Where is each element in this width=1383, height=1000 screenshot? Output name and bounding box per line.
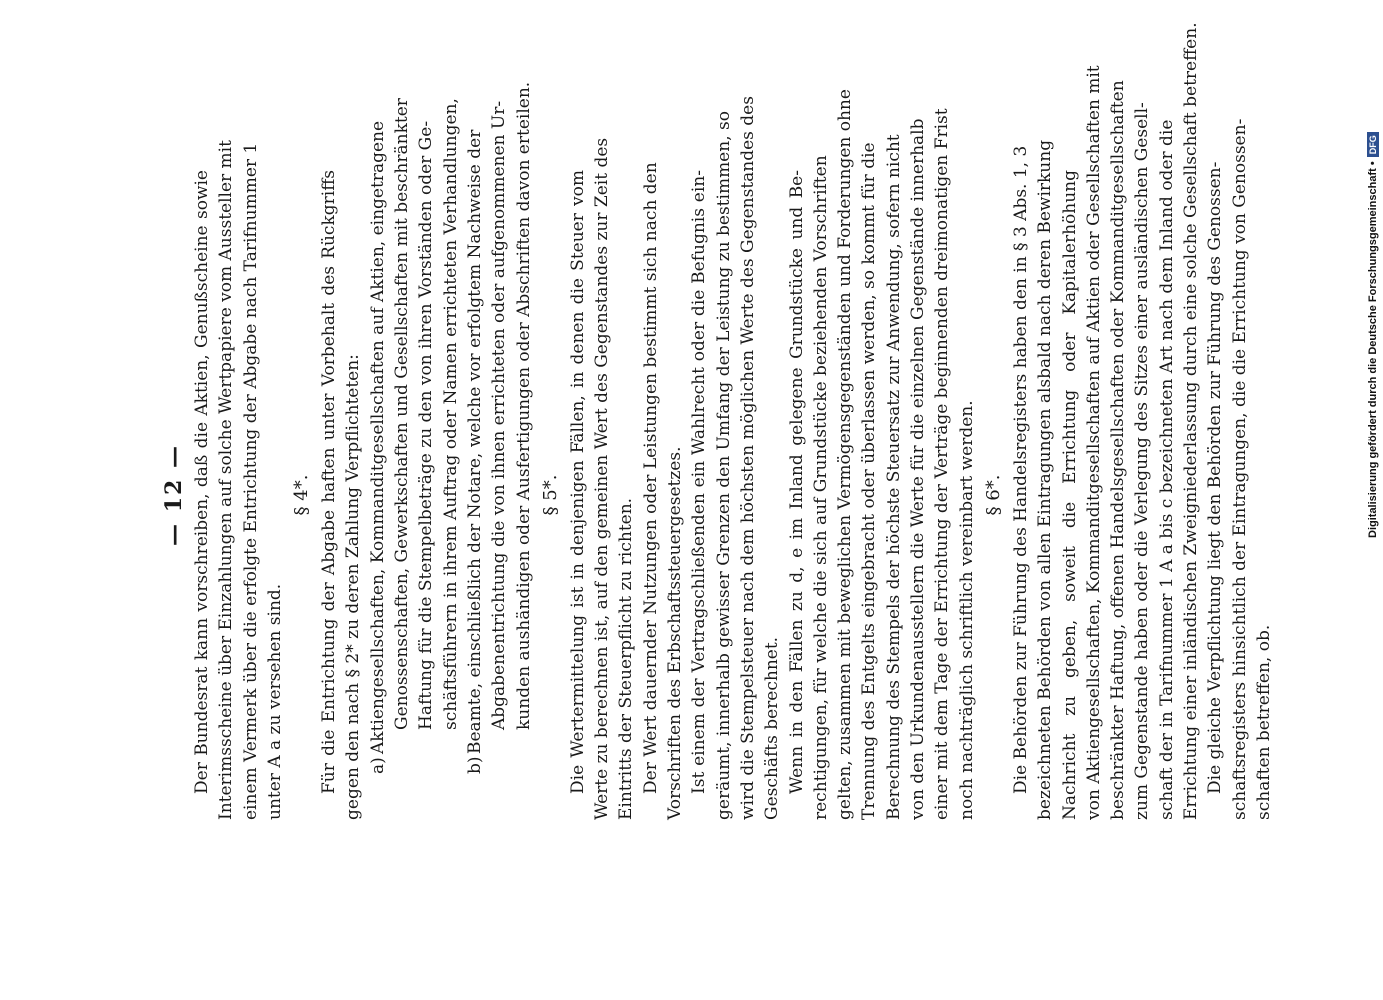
line-text: Beamte, einschließlich der Notare, welche vor erfolgtem Nachweise der bbox=[464, 129, 485, 754]
text-line bbox=[214, 140, 238, 820]
line-text: Genossenschaften, Gewerkschaften und Gesellschaften mit beschränkter bbox=[392, 98, 413, 730]
line-text: geräumt, innerhalb gewisser Grenzen den Umfang der Leistung zu bestimmen, so bbox=[713, 111, 734, 820]
line-text: Trennung des Entgelts eingebracht oder überlassen werden, so kommt für die bbox=[859, 142, 880, 820]
line-text: von den Urkundenausstellern die Werte für die einzelnen Gegenstände innerhalb bbox=[908, 118, 929, 820]
line-text: Errichtung einer inländischen Zweigniederlassung durch eine solche Gesellschaft betreffen. bbox=[1180, 22, 1201, 820]
line-text: unter A a zu versehen sind. bbox=[264, 583, 285, 820]
text-line bbox=[809, 155, 833, 820]
line-text: schaften betreffen, ob. bbox=[1253, 624, 1274, 820]
list-item bbox=[366, 120, 390, 820]
line-text: einem Vermerk über die erfolgte Entrichtung der Abgabe nach Tarifnummer 1 bbox=[240, 142, 261, 820]
text-line bbox=[590, 137, 614, 820]
text-line bbox=[760, 170, 784, 820]
line-text: Geschäfts berechnet. bbox=[762, 636, 783, 820]
line-text: beschränkter Haftung, offenen Handelsgesellschaften oder Kommanditgesellschaften bbox=[1108, 80, 1129, 820]
line-text: noch nachträglich schriftlich vereinbart werden. bbox=[956, 400, 977, 820]
line-text: § 4*. bbox=[291, 474, 313, 516]
text-line bbox=[857, 142, 881, 820]
line-text: schaftsregisters hinsichtlich der Eintragungen, die die Errichtung von Genossen- bbox=[1229, 118, 1250, 820]
text-line bbox=[239, 142, 263, 820]
line-text: Die gleiche Verpflichtung liegt den Behörden zur Führung des Genossen- bbox=[1205, 161, 1226, 794]
text-line bbox=[833, 89, 857, 820]
section-heading bbox=[979, 170, 1009, 820]
text-line bbox=[712, 111, 736, 820]
line-text: Die Wertermittelung ist in denjenigen Fällen, in denen die Steuer vom bbox=[567, 170, 588, 794]
text-line bbox=[955, 170, 979, 820]
line-text: Vorschriften des Erbschaftssteuergesetzes. bbox=[665, 446, 686, 820]
list-item-continuation bbox=[390, 98, 414, 820]
list-item-continuation bbox=[487, 100, 511, 820]
line-text: Ist einem der Vertragschließenden ein Wahlrecht oder die Befugnis ein- bbox=[689, 170, 710, 794]
text-line bbox=[1009, 145, 1033, 820]
text-line bbox=[930, 108, 954, 820]
text-line bbox=[190, 170, 214, 820]
list-item-continuation bbox=[439, 98, 463, 820]
text-line bbox=[317, 170, 341, 820]
text-line bbox=[1058, 170, 1082, 820]
text-line bbox=[566, 170, 590, 820]
rotated-page bbox=[158, 22, 1274, 820]
line-text: Aktiengesellschaften, Kommanditgesellschaften auf Aktien, eingetragene bbox=[367, 120, 388, 754]
text-line bbox=[1203, 161, 1227, 820]
line-text: Der Wert dauernder Nutzungen oder Leistungen bestimmt sich nach den bbox=[640, 162, 661, 794]
list-item bbox=[463, 129, 487, 820]
text-line bbox=[882, 134, 906, 820]
page-content bbox=[190, 22, 1276, 820]
line-text: Werte zu berechnen ist, auf den gemeinen Wert des Gegenstandes zur Zeit des bbox=[592, 137, 613, 820]
text-line bbox=[1155, 119, 1179, 820]
page-number: — 12 — bbox=[161, 444, 187, 546]
dfg-credit-text: Digitalisierung gefördert durch die Deutsche Forschungsgemeinschaft • bbox=[1367, 161, 1379, 538]
text-line bbox=[263, 170, 287, 820]
line-text: rechtigungen, für welche die sich auf Grundstücke beziehenden Vorschriften bbox=[810, 155, 831, 820]
text-line bbox=[1228, 118, 1252, 820]
line-text: einer mit dem Tage der Errichtung der Verträge beginnenden dreimonatigen Frist bbox=[932, 108, 953, 820]
text-line bbox=[687, 170, 711, 820]
text-line bbox=[1179, 22, 1203, 820]
text-line bbox=[341, 170, 365, 820]
line-text: von Aktiengesellschaften, Kommanditgesellschaften auf Aktien oder Gesellschaften mit bbox=[1083, 65, 1104, 820]
list-item-label: a) bbox=[367, 757, 388, 774]
text-line bbox=[1106, 80, 1130, 820]
section-heading bbox=[287, 170, 317, 820]
text-line bbox=[1033, 139, 1057, 820]
line-text: Interimsscheine über Einzahlungen auf solche Wertpapiere vom Aussteller mit bbox=[216, 140, 237, 820]
line-text: Berechnung des Stempels der höchste Steuersatz zur Anwendung, sofern nicht bbox=[883, 134, 904, 820]
section-heading bbox=[536, 170, 566, 820]
text-line bbox=[785, 170, 809, 820]
line-text: Wenn in den Fällen zu d, e im Inland gelegene Grundstücke und Be- bbox=[786, 170, 807, 794]
dfg-credit bbox=[1367, 132, 1379, 538]
list-item-continuation bbox=[512, 81, 536, 820]
text-line bbox=[1252, 170, 1276, 820]
text-line bbox=[736, 96, 760, 820]
line-text: Die Behörden zur Führung des Handelsregisters haben den in § 3 Abs. 1, 3 bbox=[1010, 145, 1031, 794]
line-text: gelten, zusammen mit beweglichen Vermögensgegenständen und Forderungen ohne bbox=[835, 89, 856, 820]
line-text: Eintritts der Steuerpflicht zu richten. bbox=[616, 497, 637, 820]
line-text: § 5*. bbox=[539, 474, 561, 516]
list-item-continuation bbox=[414, 120, 438, 820]
text-line bbox=[906, 118, 930, 820]
line-text: Abgabenentrichtung die von ihnen errichteten oder aufgenommenen Ur- bbox=[489, 100, 510, 730]
line-text: Haftung für die Stempelbeträge zu den von ihren Vorständen oder Ge- bbox=[416, 120, 437, 730]
line-text: Nachricht zu geben, soweit die Errichtung oder Kapitalerhöhung bbox=[1059, 170, 1080, 820]
dfg-logo: DFG bbox=[1367, 132, 1379, 157]
dfg-sidebar bbox=[1363, 8, 1383, 992]
line-text: zum Gegenstande haben oder die Verlegung des Sitzes einer ausländischen Gesell- bbox=[1132, 102, 1153, 820]
line-text: Für die Entrichtung der Abgabe haften unter Vorbehalt des Rückgriffs bbox=[319, 170, 340, 794]
line-text: schäftsführern in ihrem Auftrag oder Namen errichteten Verhandlungen, bbox=[440, 98, 461, 730]
line-text: schaft der in Tarifnummer 1 A a bis c bezeichneten Art nach dem Inland oder die bbox=[1156, 119, 1177, 820]
line-text: wird die Stempelsteuer nach dem höchsten möglichen Werte des Gegenstandes des bbox=[737, 96, 758, 820]
line-text: bezeichneten Behörden von allen Eintragungen alsbald nach deren Bewirkung bbox=[1035, 139, 1056, 820]
text-line bbox=[614, 170, 638, 820]
text-line bbox=[663, 170, 687, 820]
text-line bbox=[1130, 102, 1154, 820]
text-line bbox=[639, 162, 663, 820]
text-line bbox=[1082, 65, 1106, 820]
list-item-label: b) bbox=[464, 756, 485, 774]
line-text: kunden aushändigen oder Ausfertigungen oder Abschriften davon erteilen. bbox=[513, 81, 534, 730]
line-text: § 6*. bbox=[982, 474, 1004, 516]
line-text: Der Bundesrat kann vorschreiben, daß die Aktien, Genußscheine sowie bbox=[192, 170, 212, 794]
line-text: gegen den nach § 2* zu deren Zahlung Verpflichteten: bbox=[343, 354, 364, 820]
